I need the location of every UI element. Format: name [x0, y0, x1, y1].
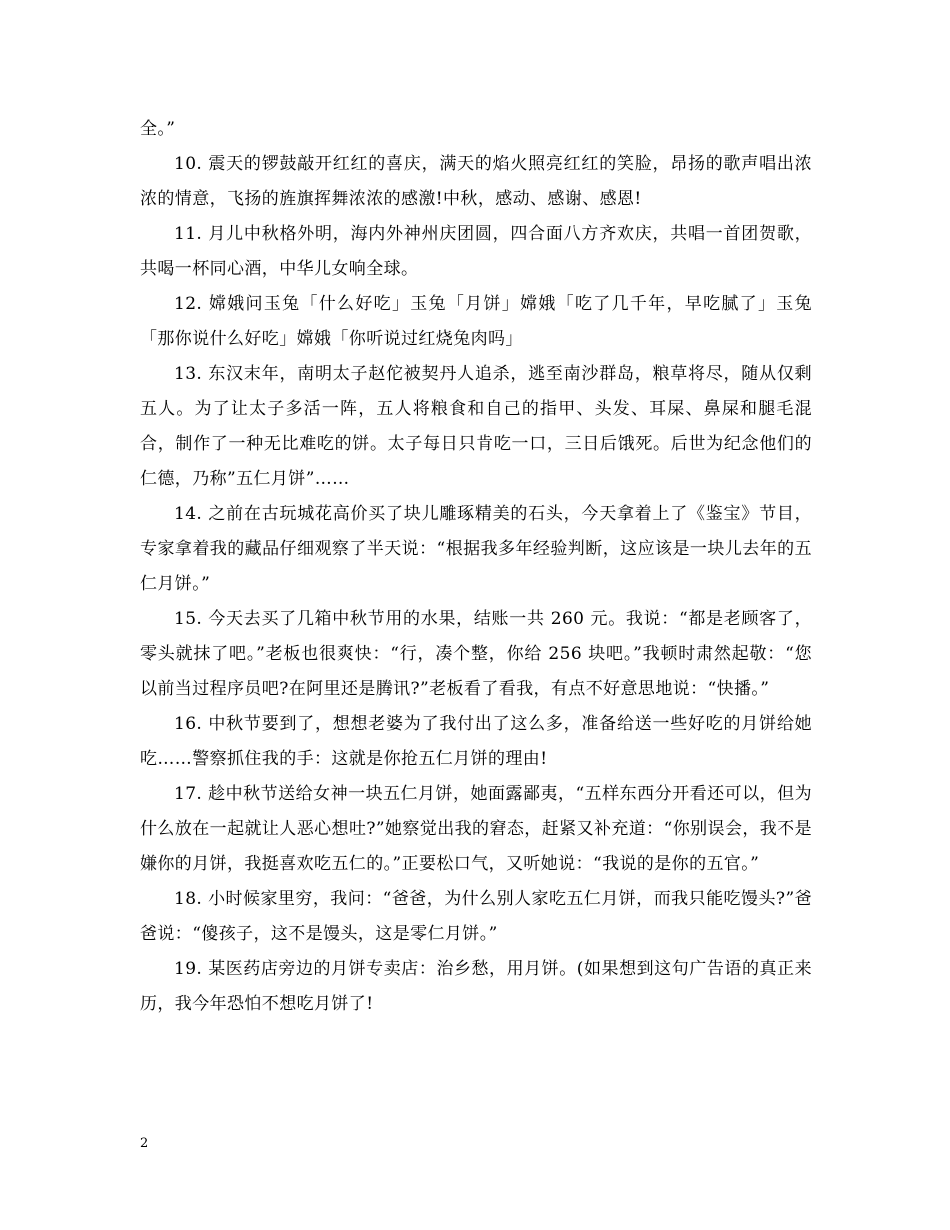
- paragraph-18: 18. 小时候家里穷，我问：“爸爸，为什么别人家吃五仁月饼，而我只能吃馒头?”爸爸说：“傻孩子，这不是馒头，这是零仁月饼。”: [140, 889, 812, 944]
- document-body: [140, 112, 812, 1022]
- paragraph-12: 12. 嫦娥问玉兔「什么好吃」玉兔「月饼」嫦娥「吃了几千年，早吃腻了」玉兔「那你说什么好吃」嫦娥「你听说过红烧兔肉吗」: [140, 294, 812, 349]
- paragraph-19: 19. 某医药店旁边的月饼专卖店：治乡愁，用月饼。(如果想到这句广告语的真正来历，我今年恐怕不想吃月饼了!: [140, 959, 812, 1014]
- page-number: 2: [140, 1136, 149, 1151]
- paragraph-17: 17. 趁中秋节送给女神一块五仁月饼，她面露鄙夷，“五样东西分开看还可以，但为什么放在一起就让人恶心想吐?”她察觉出我的窘态，赶紧又补充道：“你别误会，我不是嫌你的月饼，我挺喜欢吃五仁的。”正要松口气，又听她说：“我说的是你的五官。”: [140, 784, 812, 874]
- paragraph-continuation: 全。”: [140, 119, 176, 139]
- paragraph-15: 15. 今天去买了几箱中秋节用的水果，结账一共 260 元。我说：“都是老顾客了，零头就抹了吧。”老板也很爽快：“行，凑个整，你给 256 块吧。”我顿时肃然起敬：“您以前当过程序员吧?在阿里还是腾讯?”老板看了看我，有点不好意思地说：“快播。”: [140, 609, 812, 699]
- paragraph-10: 10. 震天的锣鼓敲开红红的喜庆，满天的焰火照亮红红的笑脸，昂扬的歌声唱出浓浓的情意，飞扬的旌旗挥舞浓浓的感激!中秋，感动、感谢、感恩!: [140, 154, 812, 209]
- paragraph-11: 11. 月儿中秋格外明，海内外神州庆团圆，四合面八方齐欢庆，共唱一首团贺歌，共喝一杯同心酒，中华儿女响全球。: [140, 224, 812, 279]
- paragraph-16: 16. 中秋节要到了，想想老婆为了我付出了这么多，准备给送一些好吃的月饼给她吃……警察抓住我的手：这就是你抢五仁月饼的理由!: [140, 714, 812, 769]
- paragraph-14: 14. 之前在古玩城花高价买了块儿雕琢精美的石头，今天拿着上了《鉴宝》节目，专家拿着我的藏品仔细观察了半天说：“根据我多年经验判断，这应该是一块儿去年的五仁月饼。”: [140, 504, 812, 594]
- paragraph-13: 13. 东汉末年，南明太子赵佗被契丹人追杀，逃至南沙群岛，粮草将尽，随从仅剩五人。为了让太子多活一阵，五人将粮食和自己的指甲、头发、耳屎、鼻屎和腿毛混合，制作了一种无比难吃的饼。太子每日只肯吃一口，三日后饿死。后世为纪念他们的仁德，乃称”五仁月饼”……: [140, 364, 812, 489]
